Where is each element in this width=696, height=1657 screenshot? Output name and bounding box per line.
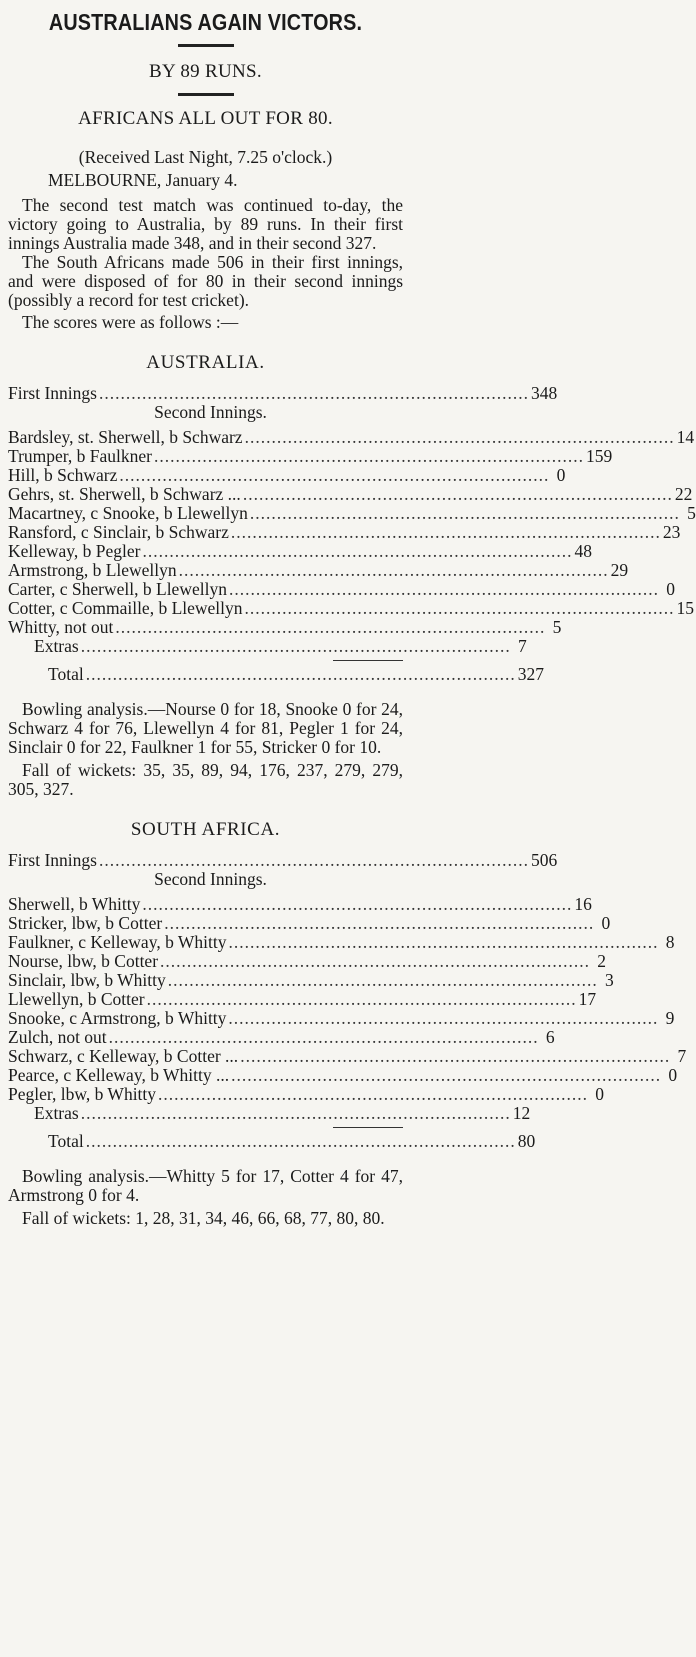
leader-dots: ................................................................................ (108, 1027, 539, 1047)
paragraph: The scores were as follows :— (22, 312, 239, 332)
batting-row (8, 951, 607, 971)
leader-dots: ................................................................................ (119, 465, 550, 485)
leader-dots: ................................................................................ (80, 1103, 511, 1123)
south-africa-first-innings (8, 850, 558, 870)
divider-rule (178, 93, 234, 96)
leader-dots: ................................................................................ (158, 1084, 589, 1104)
batting-row (8, 427, 695, 447)
batting-row (8, 598, 695, 618)
batsman-dismissal: Trumper, b Faulkner (8, 446, 152, 466)
leader-dots: ................................................................................ (244, 598, 675, 618)
first-innings-score: 506 (530, 850, 558, 870)
second-innings-label: Second Innings. (154, 869, 267, 889)
extras-runs: 7 (517, 636, 527, 656)
extras-label: Extras (34, 1103, 79, 1123)
batsman-runs: 6 (545, 1027, 555, 1047)
batsman-dismissal: Cotter, c Commaille, b Llewellyn (8, 598, 243, 618)
batting-row (8, 446, 613, 466)
batsman-runs: 3 (605, 970, 614, 990)
batting-row (8, 541, 592, 561)
batsman-dismissal: Nourse, lbw, b Cotter (8, 951, 159, 971)
batsman-runs: 2 (597, 951, 607, 971)
extras-label: Extras (34, 636, 79, 656)
batting-row (8, 617, 562, 637)
batsman-dismissal: Pearce, c Kelleway, b Whitty ... (8, 1065, 230, 1085)
batsman-dismissal: Bardsley, st. Sherwell, b Schwarz (8, 427, 243, 447)
leader-dots: ................................................................................ (115, 617, 546, 637)
leader-dots: ................................................................................ (178, 560, 609, 580)
total-label: Total (48, 1131, 84, 1151)
batsman-runs: 23 (662, 522, 681, 542)
batsman-dismissal: Carter, c Sherwell, b Llewellyn (8, 579, 227, 599)
batsman-runs: 15 (676, 598, 695, 618)
paragraph: The second test match was continued to-day, the victory going to Australia, by 89 runs. In their first innings Australia made 348, and in their second 327. (8, 195, 403, 253)
batsman-runs: 159 (586, 446, 613, 466)
total-runs: 327 (517, 664, 544, 684)
batsman-dismissal: Kelleway, b Pegler (8, 541, 141, 561)
leader-dots: ................................................................................ (164, 913, 595, 933)
batsman-runs: 0 (556, 465, 566, 485)
headline: AUSTRALIANS AGAIN VICTORS. (48, 9, 363, 35)
leader-dots: ................................................................................ (160, 951, 591, 971)
batsman-dismissal: Sherwell, b Whitty (8, 894, 141, 914)
australia-batting-list (8, 427, 696, 637)
batsman-runs: 16 (574, 894, 592, 914)
batsman-runs: 7 (677, 1046, 687, 1066)
batsman-dismissal: Faulkner, c Kelleway, b Whitty (8, 932, 227, 952)
batsman-runs: 0 (666, 579, 675, 599)
second-innings-label: Second Innings. (154, 402, 267, 422)
leader-dots: ................................................................................ (249, 503, 680, 523)
batsman-runs: 14 (676, 427, 695, 447)
paragraph: The South Africans made 506 in their first innings, and were disposed of for 80 in their second innings (possibly a record for test cricket). (8, 252, 403, 310)
first-innings-label: First Innings (8, 850, 97, 870)
first-innings-label: First Innings (8, 383, 97, 403)
batsman-runs: 17 (578, 989, 597, 1009)
leader-dots: ................................................................................ (231, 1065, 662, 1085)
batting-row (8, 560, 629, 580)
leader-dots: ................................................................................ (167, 970, 598, 990)
south-africa-batting-list (8, 894, 687, 1104)
batsman-runs: 8 (665, 932, 675, 952)
australia-first-innings (8, 383, 558, 403)
batting-row (8, 522, 681, 542)
south-africa-fall-of-wickets: Fall of wickets: 1, 28, 31, 34, 46, 66, 68, 77, 80, 80. (22, 1208, 385, 1228)
batsman-runs: 22 (674, 484, 693, 504)
leader-dots: ................................................................................ (98, 850, 529, 870)
batsman-dismissal: Gehrs, st. Sherwell, b Schwarz ... (8, 484, 241, 504)
batsman-dismissal: Armstrong, b Llewellyn (8, 560, 177, 580)
leader-dots: ................................................................................ (85, 1131, 516, 1151)
batsman-runs: 5 (687, 503, 696, 523)
batting-row (8, 970, 614, 990)
total-rule (333, 1127, 403, 1128)
divider-rule (178, 44, 234, 47)
batting-row (8, 1065, 678, 1085)
south-africa-heading: SOUTH AFRICA. (130, 819, 281, 840)
batsman-dismissal: Stricker, lbw, b Cotter (8, 913, 163, 933)
leader-dots: ................................................................................ (244, 427, 675, 447)
leader-dots: ................................................................................ (154, 446, 584, 466)
leader-dots: ................................................................................ (228, 579, 659, 599)
batting-row (8, 465, 566, 485)
batting-row (8, 913, 611, 933)
australia-bowling: Bowling analysis.—Nourse 0 for 18, Snooke 0 for 24, Schwarz 4 for 76, Llewellyn 4 for 81, Pegler 1 for 24, Sinclair 0 for 22, Faulkner 1 for 55, Stricker 0 for 10. (8, 699, 403, 757)
leader-dots: ................................................................................ (240, 1046, 671, 1066)
australia-extras-row (8, 636, 527, 656)
batsman-dismissal: Schwarz, c Kelleway, b Cotter ... (8, 1046, 239, 1066)
batsman-dismissal: Whitty, not out (8, 617, 114, 637)
batsman-dismissal: Ransford, c Sinclair, b Schwarz (8, 522, 229, 542)
extras-runs: 12 (512, 1103, 531, 1123)
batsman-dismissal: Zulch, not out (8, 1027, 107, 1047)
batsman-dismissal: Snooke, c Armstrong, b Whitty (8, 1008, 227, 1028)
batting-row (8, 503, 696, 523)
batsman-runs: 48 (574, 541, 592, 561)
total-runs: 80 (517, 1131, 536, 1151)
south-africa-extras-row (8, 1103, 531, 1123)
leader-dots: ................................................................................ (80, 636, 511, 656)
batsman-runs: 0 (601, 913, 611, 933)
batsman-runs: 0 (668, 1065, 678, 1085)
batsman-runs: 29 (610, 560, 629, 580)
batsman-runs: 0 (595, 1084, 605, 1104)
batting-row (8, 989, 597, 1009)
batting-row (8, 932, 675, 952)
total-label: Total (48, 664, 84, 684)
subhead-africans: AFRICANS ALL OUT FOR 80. (78, 108, 333, 129)
leader-dots: ................................................................................ (228, 1008, 659, 1028)
batting-row (8, 579, 675, 599)
batsman-dismissal: Sinclair, lbw, b Whitty (8, 970, 166, 990)
batsman-dismissal: Hill, b Schwarz (8, 465, 118, 485)
batting-row (8, 1027, 555, 1047)
australia-heading: AUSTRALIA. (146, 352, 265, 373)
received-note: (Received Last Night, 7.25 o'clock.) (78, 147, 333, 167)
batting-row (8, 484, 693, 504)
leader-dots: ................................................................................ (228, 932, 659, 952)
leader-dots: ................................................................................ (142, 541, 573, 561)
batsman-dismissal: Pegler, lbw, b Whitty (8, 1084, 157, 1104)
south-africa-bowling: Bowling analysis.—Whitty 5 for 17, Cotter 4 for 47, Armstrong 0 for 4. (8, 1166, 403, 1205)
batting-row (8, 1046, 687, 1066)
batting-row (8, 1008, 675, 1028)
leader-dots: ................................................................................ (146, 989, 577, 1009)
total-rule (333, 660, 403, 661)
leader-dots: ................................................................................ (85, 664, 516, 684)
batting-row (8, 894, 592, 914)
batsman-dismissal: Llewellyn, b Cotter (8, 989, 145, 1009)
south-africa-total-row (8, 1131, 536, 1151)
leader-dots: ................................................................................ (230, 522, 661, 542)
first-innings-score: 348 (530, 383, 558, 403)
australia-fall-of-wickets: Fall of wickets: 35, 35, 89, 94, 176, 237, 279, 279, 305, 327. (8, 760, 403, 799)
leader-dots: ................................................................................ (98, 383, 529, 403)
batsman-dismissal: Macartney, c Snooke, b Llewellyn (8, 503, 248, 523)
australia-total-row (8, 664, 544, 684)
subhead-result: BY 89 RUNS. (149, 61, 262, 82)
batting-row (8, 1084, 605, 1104)
batsman-runs: 9 (665, 1008, 675, 1028)
dateline: MELBOURNE, January 4. (48, 170, 238, 190)
leader-dots: ................................................................................ (142, 894, 573, 914)
batsman-runs: 5 (552, 617, 562, 637)
leader-dots: ................................................................................ (242, 484, 673, 504)
